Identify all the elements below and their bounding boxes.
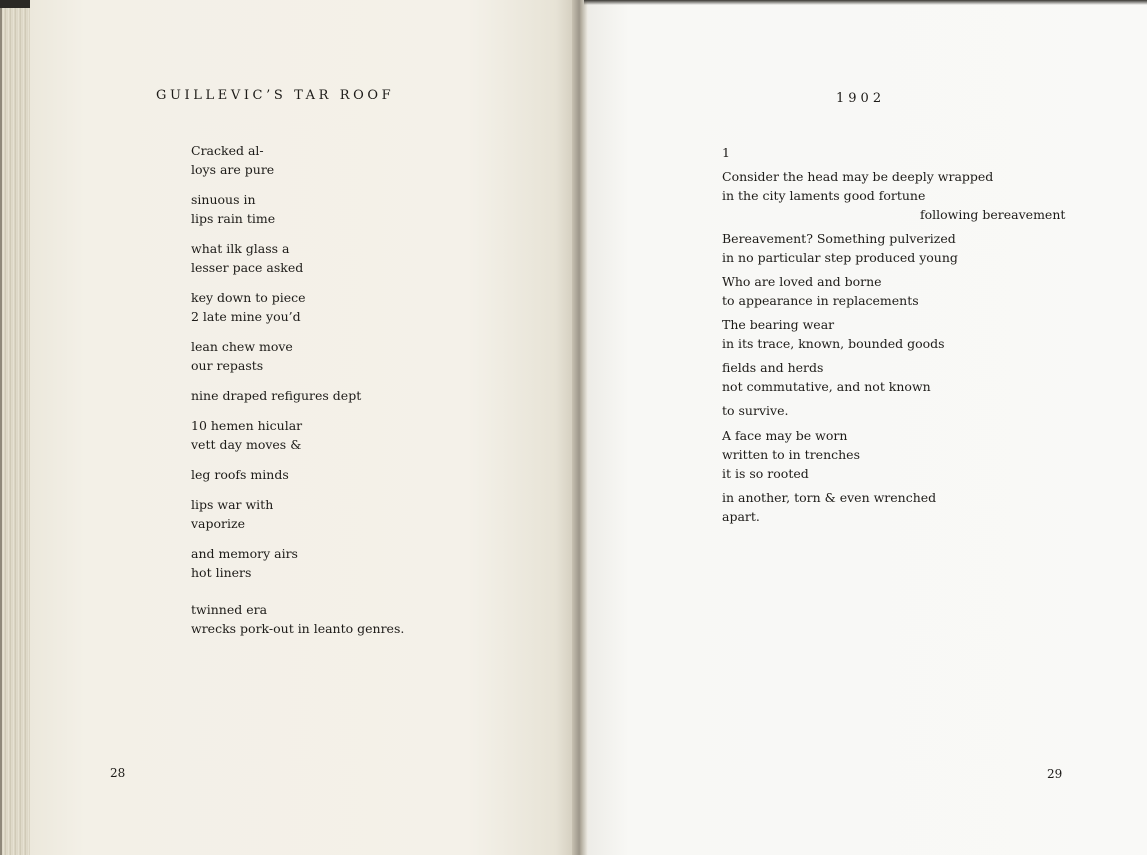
poem-line: leg roofs minds — [191, 467, 289, 482]
poem-line: not commutative, and not known — [722, 379, 931, 394]
poem-line: lesser pace asked — [191, 260, 304, 275]
right-stanza — [722, 167, 1065, 224]
poem-line: fields and herds — [722, 360, 824, 375]
left-stanza — [191, 495, 273, 533]
left-stanza — [191, 239, 303, 277]
poem-line: sinuous in — [191, 192, 256, 207]
left-page — [30, 0, 578, 855]
poem-line: loys are pure — [191, 162, 275, 177]
left-stanza — [191, 416, 302, 454]
poem-line: hot liners — [191, 565, 252, 580]
left-stanza — [191, 465, 289, 484]
poem-line: key down to piece — [191, 290, 306, 305]
poem-line: in its trace, known, bounded goods — [722, 336, 945, 351]
book-gutter — [572, 0, 588, 855]
right-poem-title: 1902 — [836, 91, 886, 106]
left-stanza — [191, 337, 293, 375]
poem-line: The bearing wear — [722, 317, 835, 332]
poem-line: 2 late mine you’d — [191, 309, 301, 324]
poem-line: vett day moves & — [191, 437, 302, 452]
poem-line: apart. — [722, 509, 760, 524]
poem-line: Bereavement? Something pulverized — [722, 231, 956, 246]
right-stanza — [722, 426, 860, 483]
poem-line: nine draped refigures dept — [191, 388, 362, 403]
poem-line: to survive. — [722, 403, 789, 418]
poem-line: in another, torn & even wrenched — [722, 490, 937, 505]
poem-line: in the city laments good fortune — [722, 188, 926, 203]
section-number: 1 — [722, 145, 730, 160]
poem-line: written to in trenches — [722, 447, 860, 462]
poem-line: 10 hemen hicular — [191, 418, 303, 433]
right-page-number: 29 — [1047, 767, 1063, 781]
left-stanza — [191, 141, 274, 179]
poem-line: lean chew move — [191, 339, 293, 354]
poem-line: lips war with — [191, 497, 274, 512]
poem-line: following bereavement — [920, 207, 1066, 222]
right-stanza — [722, 488, 936, 526]
left-stanza — [191, 544, 298, 582]
left-poem-title: GUILLEVIC’S TAR ROOF — [156, 88, 395, 103]
poem-line: wrecks pork-out in leanto genres. — [191, 621, 405, 636]
poem-line: to appearance in replacements — [722, 293, 919, 308]
right-stanza — [722, 358, 931, 396]
poem-line: lips rain time — [191, 211, 276, 226]
right-stanza — [722, 401, 788, 420]
poem-line: what ilk glass a — [191, 241, 290, 256]
poem-line: A face may be worn — [722, 428, 848, 443]
poem-line: our repasts — [191, 358, 264, 373]
right-stanza — [722, 229, 958, 267]
left-stanza — [191, 288, 306, 326]
poem-line: twinned era — [191, 602, 268, 617]
left-stanza — [191, 600, 404, 638]
right-page — [584, 0, 1147, 855]
poem-line: vaporize — [191, 516, 245, 531]
left-stanza — [191, 386, 361, 405]
top-shadow — [584, 0, 1147, 5]
poem-line: and memory airs — [191, 546, 298, 561]
right-stanza — [722, 315, 945, 353]
left-stanza — [191, 190, 275, 228]
poem-line: Consider the head may be deeply wrapped — [722, 169, 994, 184]
poem-line: it is so rooted — [722, 466, 809, 481]
left-page-number: 28 — [110, 766, 126, 780]
poem-line: Who are loved and borne — [722, 274, 882, 289]
right-stanza — [722, 272, 919, 310]
poem-line: Cracked al- — [191, 143, 264, 158]
poem-line: in no particular step produced young — [722, 250, 958, 265]
